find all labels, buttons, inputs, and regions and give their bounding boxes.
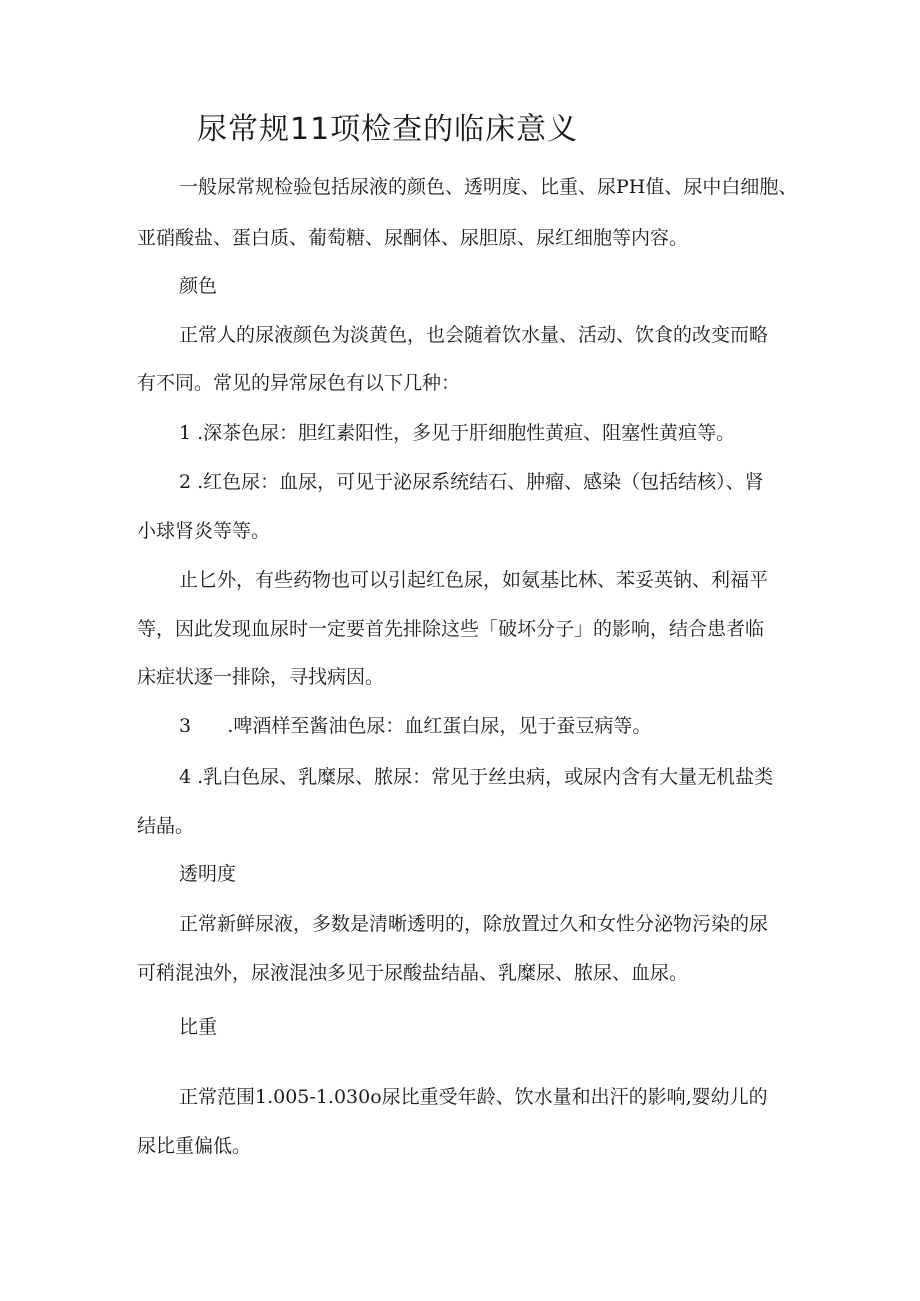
page-title: 尿常规11项检查的临床意义 — [197, 112, 579, 147]
paragraph-line: 可稍混浊外，尿液混浊多见于尿酸盐结晶、乳糜尿、脓尿、血尿。 — [137, 962, 689, 984]
list-item: 1 .深茶色尿：胆红素阳性，多见于肝细胞性黄疸、阻塞性黄疸等。 — [179, 422, 736, 444]
paragraph-line: 等，因此发现血尿时一定要首先排除这些「破坏分子」的影响，结合患者临 — [137, 618, 765, 640]
paragraph-line: 正常新鲜尿液，多数是清晰透明的，除放置过久和女性分泌物污染的尿 — [179, 913, 769, 935]
paragraph-line: 床症状逐一排除，寻找病因。 — [137, 666, 385, 688]
list-item: 3 .啤酒样至酱油色尿：血红蛋白尿，见于蚕豆病等。 — [179, 715, 652, 737]
list-item: 2 .红色尿：血尿，可见于泌尿系统结石、肿瘤、感染（包括结核）、肾 — [179, 471, 764, 493]
section-heading-color: 颜色 — [179, 275, 218, 297]
section-heading-transparency: 透明度 — [179, 863, 237, 885]
paragraph-line: 小球肾炎等等。 — [137, 520, 271, 542]
paragraph-line: 正常人的尿液颜色为淡黄色，也会随着饮水量、活动、饮食的改变而略 — [179, 324, 769, 346]
list-item: 4 .乳白色尿、乳糜尿、脓尿：常见于丝虫病，或尿内含有大量无机盐类 — [179, 766, 774, 788]
paragraph-line: 结晶。 — [137, 815, 195, 837]
paragraph-line: 有不同。常见的异常尿色有以下几种： — [137, 372, 461, 394]
paragraph-line: 一般尿常规检验包括尿液的颜色、透明度、比重、尿PH值、尿中白细胞、 — [179, 176, 798, 198]
paragraph-line: 正常范围1.005-1.030o尿比重受年龄、饮水量和出汗的影响,婴幼儿的 — [179, 1086, 768, 1108]
paragraph-line: 亚硝酸盐、蛋白质、葡萄糖、尿酮体、尿胆原、尿红细胞等内容。 — [137, 227, 689, 249]
section-heading-specific-gravity: 比重 — [179, 1016, 218, 1038]
paragraph-line: 止匕外，有些药物也可以引起红色尿，如氨基比林、苯妥英钠、利福平 — [179, 569, 769, 591]
paragraph-line: 尿比重偏低。 — [137, 1135, 252, 1157]
